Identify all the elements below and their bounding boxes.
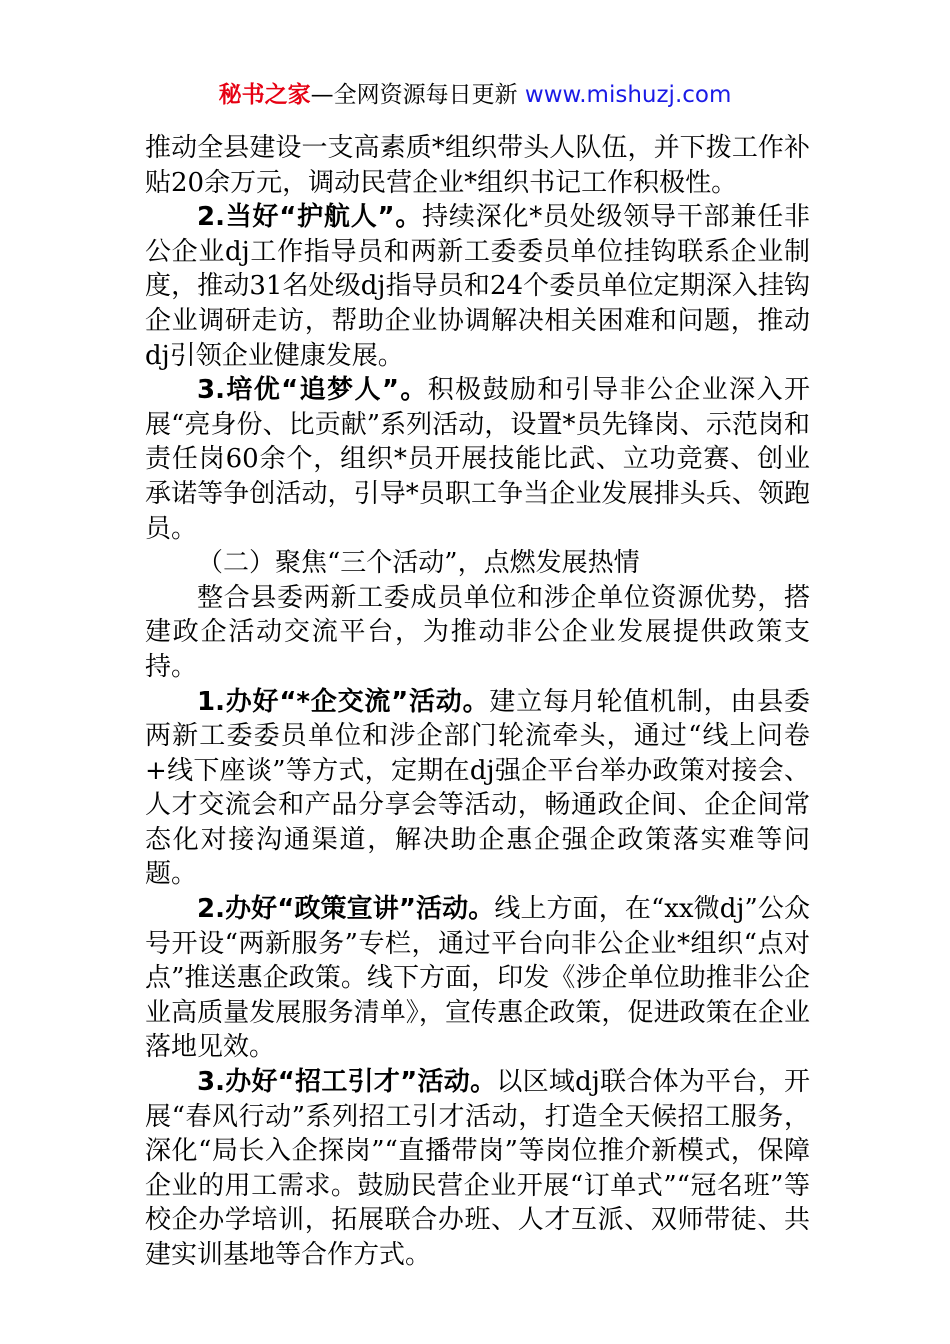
paragraph-text: 建立每月轮值机制，由县委两新工委委员单位和涉企部门轮流牵头，通过“线上问卷+线下座谈”等方式，定期在dj强企平台举办政策对接会、人才交流会和产品分享会等活动，畅通政企间、企企间常态化对接沟通渠道，解决助企惠企强企政策落实难等问题。 [145, 686, 810, 890]
paragraph-lead: 3.办好“招工引才”活动。 [197, 1067, 497, 1098]
site-url-link[interactable]: www.mishuzj.com [524, 82, 732, 108]
paragraph-text: 整合县委两新工委成员单位和涉企单位资源优势，搭建政企活动交流平台，为推动非公企业发展提供政策支持。 [145, 582, 810, 682]
paragraph-lead: 1.办好“*企交流”活动。 [197, 686, 490, 717]
paragraph-text: 推动全县建设一支高素质*组织带头人队伍，并下拨工作补贴20余万元，调动民营企业*组织书记工作积极性。 [145, 133, 810, 198]
site-brand: 秘书之家 [218, 82, 311, 108]
paragraph-2 [145, 200, 810, 373]
paragraph-text: 线上方面，在“xx微dj”公众号开设“两新服务”专栏，通过平台向非公企业*组织“点对点”推送惠企政策。线下方面，印发《涉企单位助推非公企业高质量发展服务清单》，宣传惠企政策，促进政策在企业落地见效。 [145, 894, 810, 1063]
paragraph-8 [145, 1065, 810, 1273]
paragraph-lead: 2.当好“护航人”。 [197, 202, 423, 233]
document-body [145, 131, 810, 1273]
paragraph-text: 以区域dj联合体为平台，开展“春风行动”系列招工引才活动，打造全天候招工服务，深化“局长入企探岗”“直播带岗”等岗位推介新模式，保障企业的用工需求。鼓励民营企业开展“订单式”“冠名班”等校企办学培训，拓展联合办班、人才互派、双师带徒、共建实训基地等合作方式。 [145, 1067, 810, 1270]
paragraph-3 [145, 373, 810, 546]
paragraph-text: 持续深化*员处级领导干部兼任非公企业dj工作指导员和两新工委委员单位挂钩联系企业制度，推动31名处级dj指导员和24个委员单位定期深入挂钩企业调研走访，帮助企业协调解决相关困难和问题，推动dj引领企业健康发展。 [145, 202, 810, 371]
paragraph-5 [145, 581, 810, 685]
site-tagline: —全网资源每日更新 [310, 82, 525, 108]
paragraph-text: 积极鼓励和引导非公企业深入开展“亮身份、比贡献”系列活动，设置*员先锋岗、示范岗和责任岗60余个，组织*员开展技能比武、立功竞赛、创业承诺等争创活动，引导*员职工争当企业发展排头兵、领跑员。 [145, 375, 810, 544]
paragraph-lead: 2.办好“政策宣讲”活动。 [197, 894, 495, 925]
paragraph-6 [145, 685, 810, 893]
paragraph-1 [145, 131, 810, 200]
paragraph-lead: 3.培优“追梦人”。 [197, 375, 428, 406]
section-heading [145, 546, 810, 581]
paragraph-text: （二）聚焦“三个活动”，点燃发展热情 [197, 548, 640, 579]
site-header [0, 78, 950, 112]
paragraph-7 [145, 892, 810, 1065]
